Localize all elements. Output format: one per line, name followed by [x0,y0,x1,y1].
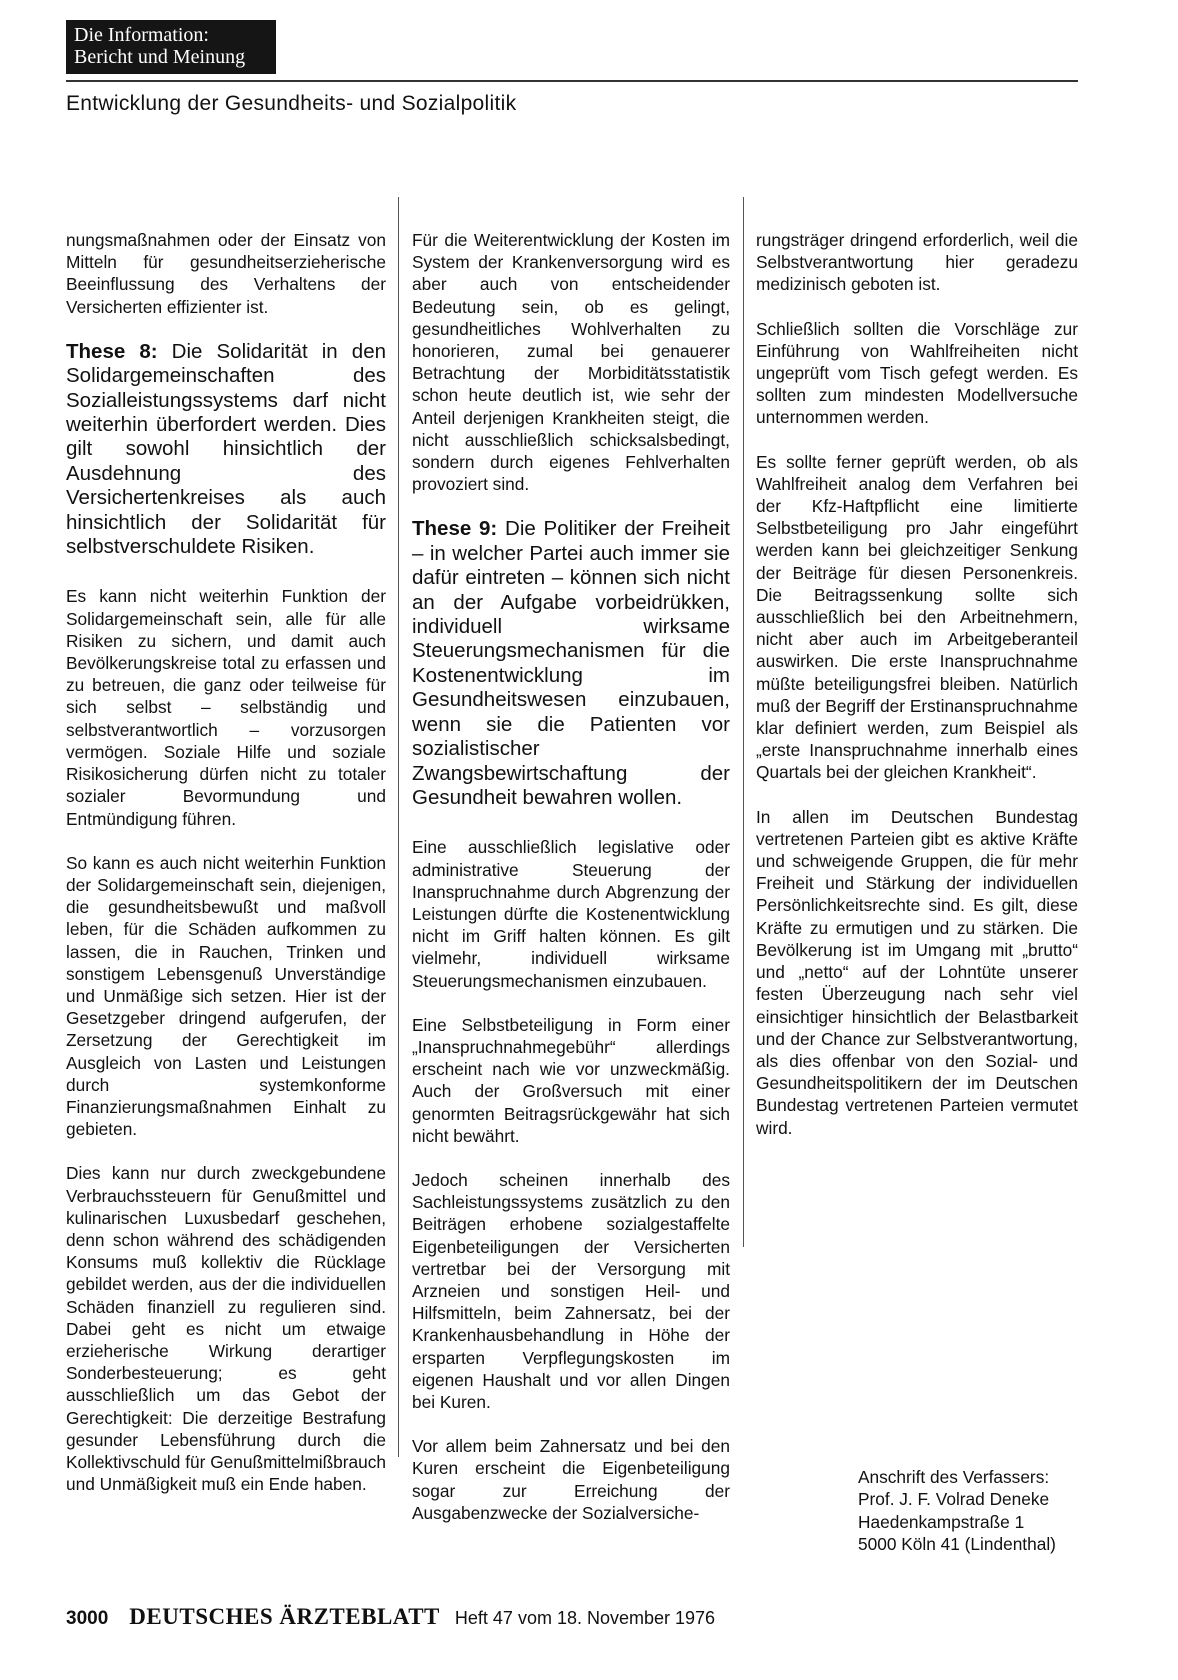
paragraph: Für die Weiterentwicklung der Kosten im System der Krankenversorgung wird es aber auch von entscheidender Bedeutung sein, ob es gelingt, gesundheitliches Wohlverhalten zu honorieren, zumal bei genauerer Betrachtung der Morbiditätsstatistik schon heute deutlich ist, wie sehr der Anteil derjenigen Krankheiten steigt, die nicht ausschließlich schicksalsbedingt, sondern durch eigenes Fehlverhalten provoziert sind. [412,230,730,495]
column-divider-1 [398,197,399,1457]
paragraph: In allen im Deutschen Bundestag vertretenen Parteien gibt es aktive Kräfte und schweigende Gruppen, die für mehr Freiheit und Stärkung der individuellen Persönlichkeitsrechte sind. Es gilt, diese Kräfte zu ermutigen und zu stärken. Die Bevölkerung ist im Umgang mit „brutto“ und „netto“ auf der Lohntüte unserer festen Überzeugung nach sehr viel einsichtiger hinsichtlich der Belastbarkeit und der Chance zur Selbstverantwortung, als dies offenbar von den Sozial- und Gesundheitspolitikern der im Deutschen Bundestag vertretenen Parteien vermutet wird. [756,806,1078,1138]
address-heading: Anschrift des Verfassers: [858,1467,1050,1487]
author-address [858,1466,1056,1556]
paragraph: Schließlich sollten die Vorschläge zur Einführung von Wahlfreiheiten nicht ungeprüft vom Tisch gefegt werden. Es sollten zum mindesten Modellversuche unternommen werden. [756,318,1078,428]
these-label: These 9: [412,517,498,541]
these-text: Die Politiker der Freiheit – in welcher Partei auch immer sie dafür eintreten – können sich nicht an der Aufgabe vorbeidrükken, individuell wirksame Steuerungsmechanismen für die Kostenentwicklung im Gesundheitswesen einzubauen, wenn sie die Patienten vor sozialistischer Zwangsbewirtschaftung der Gesundheit bewahren wollen. [412,517,730,809]
paragraph: So kann es auch nicht weiterhin Funktion der Solidargemeinschaft sein, diejenigen, die gesundheitsbewußt und maßvoll leben, für die Schäden aufkommen zu lassen, die in Rauchen, Trinken und sonstigem Lebensgenuß Unverständige und Unmäßige sich setzen. Hier ist der Gesetzgeber dringend aufgerufen, der Zersetzung der Gerechtigkeit im Ausgleich von Lasten und Leistungen durch systemkonforme Finanzierungsmaßnahmen Einhalt zu gebieten. [66,852,386,1140]
address-city: 5000 Köln 41 (Lindenthal) [858,1534,1056,1555]
these-8 [66,340,386,560]
page-footer [66,1603,866,1631]
article-column-3 [756,229,1078,1161]
paragraph: Eine ausschließlich legislative oder administrative Steuerung der Inanspruchnahme durch Abgrenzung der Leistungen dürfte die Kostenentwicklung nicht im Griff halten können. Es gilt vielmehr, individuell wirksame Steuerungsmechanismen einzubauen. [412,837,730,991]
section-badge [66,20,276,74]
address-street: Haedenkampstraße 1 [858,1511,1025,1532]
paragraph: Dies kann nur durch zweckgebundene Verbrauchssteuern für Genußmittel und kulinarischen Luxusbedarf geschehen, denn schon während des schädigenden Konsums muß kollektiv die Rücklage gebildet werden, aus der die individuellen Schäden finanziell zu regulieren sind. Dabei geht es nicht um etwaige erzieherische Wirkung derartiger Sonderbesteuerung; es geht ausschließlich um das Gebot der Gerechtigkeit: Die derzeitige Bestrafung gesunder Lebensführung durch die Kollektivschuld für Genußmittelmißbrauch und Unmäßigkeit muß ein Ende haben. [66,1163,386,1495]
these-text: Die Solidarität in den Solidargemeinschaften des Sozialleistungssystems darf nicht weiterhin überfordert werden. Dies gilt sowohl hinsichtlich der Ausdehnung des Versichertenkreises als auch hinsichtlich der Solidarität für selbstverschuldete Risiken. [66,339,386,559]
paragraph: rungsträger dringend erforderlich, weil die Selbstverantwortung hier geradezu medizinisch geboten ist. [756,230,1078,295]
article-column-2 [412,229,730,1546]
column-divider-2 [743,197,744,1247]
these-9 [412,517,730,810]
author-name: Prof. J. F. Volrad Deneke [858,1489,1050,1510]
paragraph: Eine Selbstbeteiligung in Form einer „Inanspruchnahmegebühr“ allerdings erscheint nach wie vor unzweckmäßig. Auch der Großversuch mit einer genormten Beitragsrückgewähr hat sich nicht bewährt. [412,1014,730,1146]
paragraph: Vor allem beim Zahnersatz und bei den Kuren erscheint die Eigenbeteiligung sogar zur Erreichung der Ausgabenzwecke der Sozialversiche- [412,1436,730,1523]
issue-info: Heft 47 vom 18. November 1976 [454,1608,716,1628]
badge-line-2: Bericht und Meinung [74,46,246,68]
paragraph: nungsmaßnahmen oder der Einsatz von Mitteln für gesundheitserzieherische Beeinflussung des Verhaltens der Versicherten effizienter ist. [66,230,386,317]
header-rule [66,80,1078,82]
article-column-1 [66,229,386,1517]
paragraph: Jedoch scheinen innerhalb des Sachleistungssystems zusätzlich zu den Beiträgen erhobene sozialgestaffelte Eigenbeteiligungen der Versicherten vertretbar bei der Versorgung mit Arzneien und sonstigen Heil- und Hilfsmitteln, beim Zahnersatz, bei der Krankenhausbehandlung in Höhe der ersparten Verpflegungskosten im eigenen Haushalt und vor allen Dingen bei Kuren. [412,1169,730,1412]
page-number: 3000 [66,1608,109,1629]
paragraph: Es sollte ferner geprüft werden, ob als Wahlfreiheit analog dem Verfahren bei der Kfz-Haftpflicht eine limitierte Selbstbeteiligung pro Jahr eingeführt werden kann bei gleichzeitiger Senkung der Beiträge für diesen Personenkreis. Die Beitragssenkung sollte sich ausschließlich bei den Arbeitnehmern, nicht aber auch im Arbeitgeberanteil auswirken. Die erste Inanspruchnahme müßte beteiligungsfrei bleiben. Natürlich muß der Begriff der Erstinanspruchnahme klar definiert werden, zum Beispiel als „erste Inanspruchnahme innerhalb eines Quartals bei der gleichen Krankheit“. [756,451,1078,783]
paragraph: Es kann nicht weiterhin Funktion der Solidargemeinschaft sein, alle für alle Risiken zu sichern, und damit auch Bevölkerungskreise total zu erfassen und zu betreuen, die ganz oder teilweise für sich selbst – selbständig und selbstverantwortlich – vorzusorgen vermögen. Soziale Hilfe und soziale Risikosicherung dürfen nicht zu totaler sozialer Bevormundung und Entmündigung führen. [66,586,386,829]
badge-line-1: Die Information: [74,24,209,46]
section-title: Entwicklung der Gesundheits- und Sozialpolitik [66,92,517,115]
journal-name: DEUTSCHES ÄRZTEBLATT [129,1604,440,1629]
these-label: These 8: [66,339,158,363]
